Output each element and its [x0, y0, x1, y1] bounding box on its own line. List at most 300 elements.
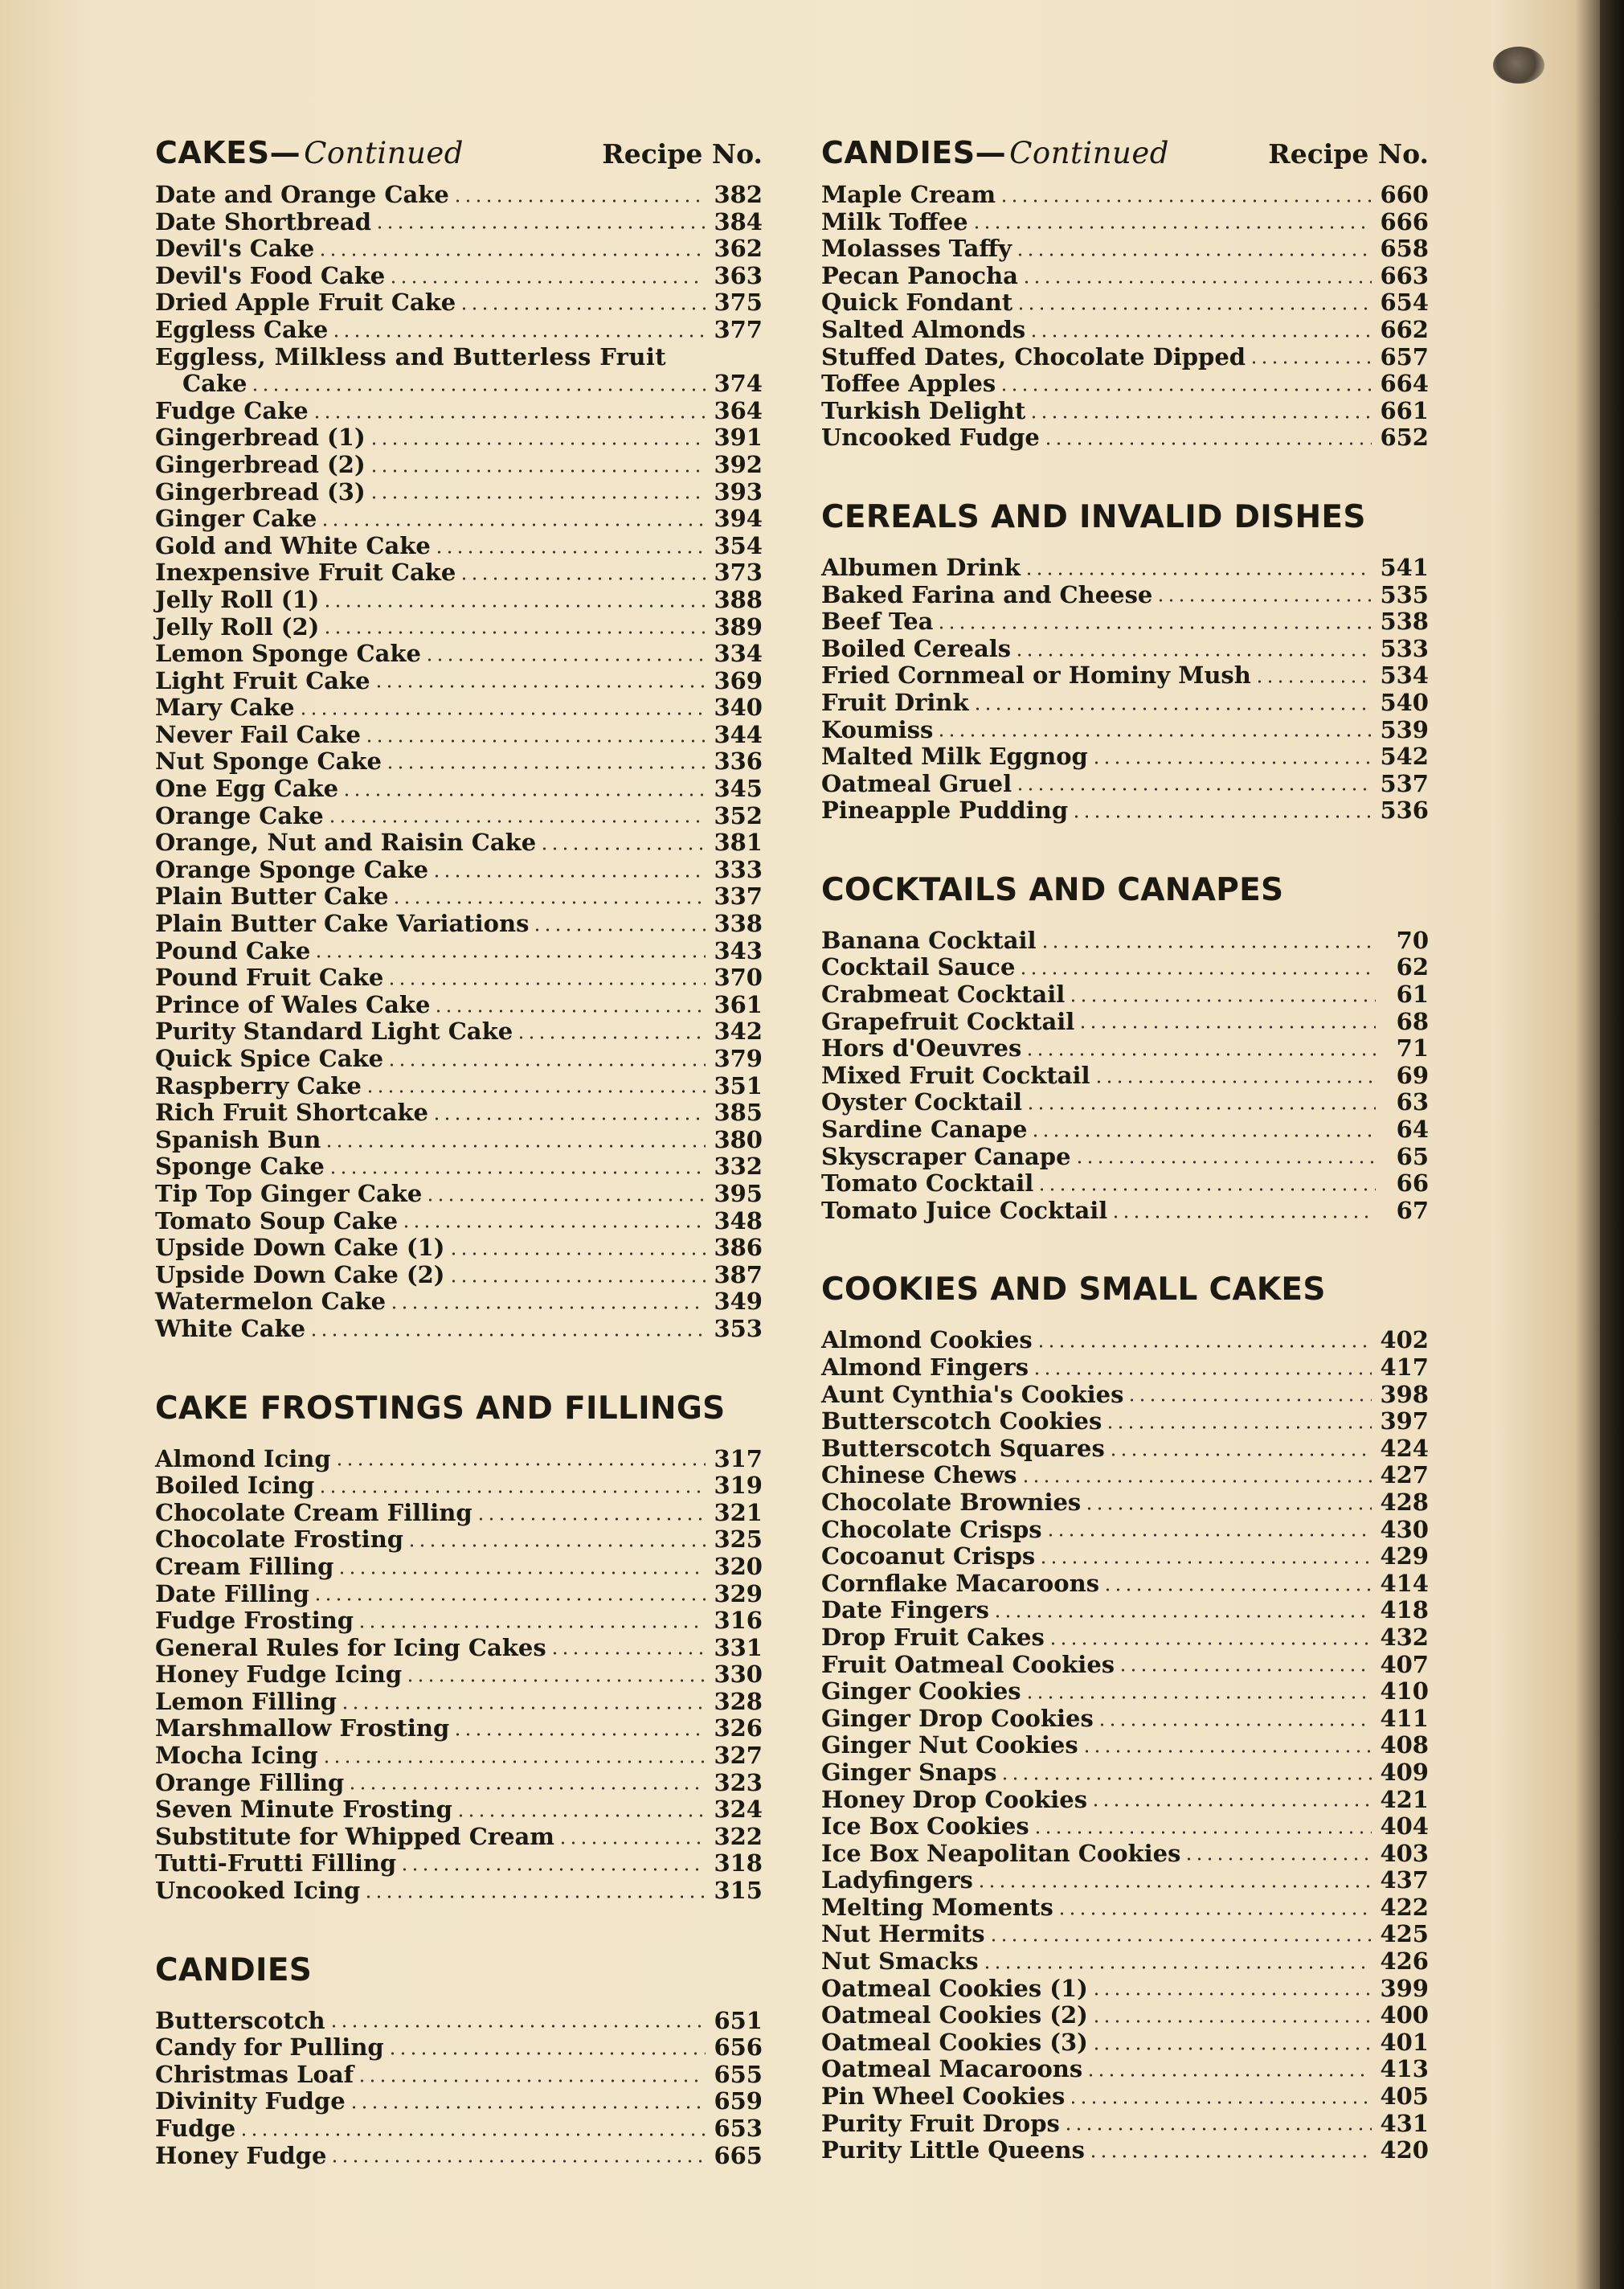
candies-continued-list — [821, 182, 1429, 452]
dot-leader — [1029, 334, 1372, 338]
dot-leader — [459, 577, 706, 580]
recipe-number: 427 — [1380, 1461, 1429, 1489]
dot-leader — [1015, 253, 1372, 256]
dot-leader — [976, 1885, 1372, 1888]
recipe-number: 65 — [1396, 1142, 1429, 1170]
index-entry — [821, 235, 1429, 263]
dot-leader — [433, 1009, 706, 1013]
dot-leader — [1030, 1134, 1376, 1137]
entry-name: Tutti-Frutti Filling — [155, 1849, 397, 1877]
recipe-number: 659 — [714, 2087, 763, 2115]
dot-leader — [1018, 972, 1376, 975]
dot-leader — [936, 626, 1372, 629]
dot-leader — [456, 1814, 706, 1817]
index-entry — [821, 1009, 1429, 1036]
index-entry — [155, 424, 763, 452]
index-entry — [155, 344, 763, 371]
candies-list — [155, 2008, 763, 2170]
dot-leader — [1063, 2127, 1372, 2131]
entry-name: Purity Standard Light Cake — [155, 1018, 513, 1046]
left-column — [155, 135, 763, 2169]
entry-name: Oatmeal Macaroons — [821, 2055, 1083, 2083]
index-entry — [821, 1678, 1429, 1705]
recipe-number: 540 — [1380, 688, 1429, 716]
index-entry — [155, 1850, 763, 1877]
entry-name: Spanish Bun — [155, 1125, 321, 1153]
dot-leader — [1038, 1561, 1372, 1564]
entry-name: Boiled Cereals — [821, 634, 1012, 662]
dot-leader — [1037, 1188, 1376, 1191]
entry-name: Skyscraper Canape — [821, 1142, 1071, 1170]
entry-name: Quick Spice Cake — [155, 1045, 384, 1072]
entry-name: Nut Smacks — [821, 1947, 979, 1976]
dot-leader — [1024, 572, 1372, 575]
entry-name: Upside Down Cake (1) — [155, 1234, 445, 1262]
entry-name: Uncooked Icing — [155, 1877, 361, 1905]
recipe-number: 536 — [1380, 796, 1429, 825]
index-entry — [155, 1742, 763, 1770]
recipe-number: 71 — [1396, 1034, 1429, 1063]
recipe-number: 389 — [714, 612, 763, 641]
dot-leader — [309, 1333, 706, 1337]
recipe-number: 408 — [1380, 1731, 1429, 1759]
index-entry — [155, 748, 763, 776]
index-entry — [821, 398, 1429, 425]
index-entry — [821, 1948, 1429, 1976]
recipe-number: 418 — [1380, 1596, 1429, 1624]
index-entry — [821, 582, 1429, 609]
entry-name: Pecan Panocha — [821, 261, 1018, 289]
index-entry — [155, 1181, 763, 1208]
dot-leader — [448, 1252, 706, 1255]
dot-leader — [1040, 945, 1376, 948]
continued-subtitle: Continued — [1009, 136, 1169, 170]
index-entry — [821, 1543, 1429, 1570]
index-entry — [155, 235, 763, 263]
recipe-number: 432 — [1380, 1623, 1429, 1651]
dot-leader — [391, 901, 706, 904]
recipe-number: 424 — [1380, 1434, 1429, 1462]
index-entry — [821, 1435, 1429, 1463]
entry-name: Toffee Apples — [821, 370, 996, 398]
recipe-number: 326 — [714, 1714, 763, 1742]
dot-leader — [1084, 1507, 1372, 1510]
dot-leader — [1014, 653, 1372, 657]
dot-leader — [329, 2160, 706, 2163]
entry-name: Gingerbread (2) — [155, 450, 366, 478]
recipe-number: 541 — [1380, 553, 1429, 581]
recipe-number: 405 — [1380, 2082, 1429, 2111]
index-entry — [821, 797, 1429, 825]
index-entry — [821, 1198, 1429, 1225]
index-entry — [155, 803, 763, 830]
entry-name: Divinity Fudge — [155, 2087, 346, 2115]
dot-leader — [1021, 280, 1372, 284]
dot-leader — [387, 2052, 706, 2055]
entry-name: Cream Filling — [155, 1552, 334, 1580]
recipe-number: 400 — [1380, 2001, 1429, 2029]
recipe-number: 340 — [714, 694, 763, 722]
entry-name: Ice Box Cookies — [821, 1812, 1029, 1841]
entry-name: Honey Fudge Icing — [155, 1660, 403, 1689]
recipe-number: 344 — [714, 720, 763, 748]
entry-name: Almond Cookies — [821, 1326, 1033, 1354]
dot-leader — [1082, 1750, 1372, 1753]
recipe-number: 652 — [1380, 424, 1429, 452]
index-entry — [155, 1472, 763, 1500]
dot-leader — [298, 712, 706, 715]
entry-name: Cocoanut Crisps — [821, 1542, 1036, 1570]
dot-leader — [1108, 1453, 1372, 1456]
dot-leader — [405, 1679, 706, 1682]
dot-leader — [424, 658, 706, 661]
recipe-number: 414 — [1380, 1569, 1429, 1597]
entry-name: Eggless, Milkless and Butterless Fruit — [155, 342, 667, 371]
dot-leader — [363, 1895, 706, 1898]
dot-leader — [1057, 1912, 1372, 1915]
continued-title: CAKES— — [155, 135, 301, 170]
recipe-number: 375 — [714, 289, 763, 317]
index-entry — [155, 641, 763, 668]
dot-leader — [432, 874, 706, 878]
index-entry — [155, 452, 763, 479]
dot-leader — [1068, 2101, 1372, 2104]
index-entry — [821, 424, 1429, 452]
entry-name: Inexpensive Fruit Cake — [155, 559, 456, 587]
index-entry — [821, 1841, 1429, 1868]
recipe-number: 402 — [1380, 1326, 1429, 1354]
index-entry — [155, 1208, 763, 1235]
entry-name: Milk Toffee — [821, 207, 968, 235]
index-entry — [155, 2062, 763, 2089]
dot-leader — [532, 928, 706, 932]
dot-leader — [369, 442, 706, 445]
recipe-number: 385 — [714, 1099, 763, 1127]
dot-leader — [1105, 1426, 1372, 1429]
entry-name: Ginger Cake — [155, 505, 317, 533]
recipe-number: 388 — [714, 585, 763, 613]
entry-name: Butterscotch — [155, 2006, 325, 2034]
index-entry — [155, 559, 763, 587]
dot-leader — [239, 2133, 706, 2136]
section-title: COCKTAILS AND CANAPES — [821, 871, 1284, 908]
entry-name: Fudge — [155, 2115, 236, 2142]
index-entry — [155, 1661, 763, 1689]
entry-name: General Rules for Icing Cakes — [155, 1633, 546, 1661]
index-entry — [821, 1144, 1429, 1171]
index-entry — [821, 209, 1429, 236]
entry-name: Orange, Nut and Raisin Cake — [155, 829, 537, 857]
recipe-number: 379 — [714, 1045, 763, 1072]
recipe-number: 662 — [1380, 315, 1429, 343]
recipe-number: 333 — [714, 855, 763, 883]
entry-name: Salted Almonds — [821, 315, 1026, 343]
index-entry — [155, 1099, 763, 1127]
entry-name: Fudge Frosting — [155, 1607, 354, 1635]
index-entry — [155, 371, 763, 398]
entry-name: One Egg Cake — [155, 775, 339, 803]
index-entry — [155, 1526, 763, 1554]
dot-leader — [357, 1625, 706, 1628]
index-entry — [821, 1035, 1429, 1063]
recipe-number: 361 — [714, 990, 763, 1018]
dot-leader — [364, 739, 706, 743]
dot-leader — [1029, 416, 1372, 419]
recipe-number: 411 — [1380, 1704, 1429, 1732]
index-entry — [821, 1327, 1429, 1354]
recipe-number: 329 — [714, 1579, 763, 1607]
entry-name: Date Fingers — [821, 1596, 989, 1624]
recipe-number: 664 — [1380, 370, 1429, 398]
dot-leader — [1043, 442, 1372, 445]
recipe-number: 382 — [714, 181, 763, 208]
dot-leader — [1036, 1345, 1372, 1348]
dot-leader — [476, 1517, 706, 1521]
recipe-number: 404 — [1380, 1812, 1429, 1841]
index-entry — [155, 1316, 763, 1343]
dot-leader — [452, 1733, 706, 1736]
entry-name: Almond Icing — [155, 1444, 331, 1472]
recipe-number: 539 — [1380, 715, 1429, 743]
dot-leader — [313, 1598, 706, 1601]
index-entry — [821, 1732, 1429, 1759]
index-entry — [821, 289, 1429, 317]
recipe-number: 68 — [1396, 1007, 1429, 1035]
entry-name: Maple Cream — [821, 181, 996, 208]
entry-name: Butterscotch Cookies — [821, 1407, 1102, 1435]
dot-leader — [399, 1868, 706, 1871]
entry-name: Tomato Juice Cocktail — [821, 1196, 1108, 1224]
index-entry — [821, 1462, 1429, 1489]
dot-leader — [1118, 1669, 1372, 1672]
index-entry — [821, 2056, 1429, 2083]
index-entry — [155, 1877, 763, 1905]
recipe-number: 393 — [714, 477, 763, 506]
dot-leader — [1094, 1080, 1376, 1083]
entry-name: Pineapple Pudding — [821, 796, 1069, 825]
recipe-number: 387 — [714, 1260, 763, 1288]
dot-leader — [1091, 2047, 1372, 2050]
dot-leader — [1025, 1696, 1372, 1699]
entry-name: Molasses Taffy — [821, 235, 1012, 263]
right-column — [821, 135, 1429, 2164]
index-entry — [821, 1570, 1429, 1598]
section-title: CAKE FROSTINGS AND FILLINGS — [155, 1390, 726, 1427]
recipe-number: 542 — [1380, 743, 1429, 771]
entry-name: Gold and White Cake — [155, 531, 431, 559]
recipe-number: 392 — [714, 450, 763, 478]
dot-leader — [369, 496, 706, 499]
entry-name: Devil's Cake — [155, 235, 315, 263]
index-entry — [155, 2088, 763, 2115]
cocktails-list — [821, 927, 1429, 1225]
index-entry — [821, 636, 1429, 663]
entry-name: Honey Fudge — [155, 2141, 327, 2169]
recipe-number: 69 — [1396, 1061, 1429, 1089]
recipe-number: 429 — [1380, 1542, 1429, 1570]
recipe-number: 316 — [714, 1607, 763, 1635]
recipe-number: 349 — [714, 1288, 763, 1316]
index-entry — [821, 1787, 1429, 1814]
entry-name: Drop Fruit Cakes — [821, 1623, 1045, 1651]
dot-leader — [999, 388, 1372, 391]
entry-name: Oatmeal Cookies (2) — [821, 2001, 1088, 2029]
entry-name: Devil's Food Cake — [155, 261, 386, 289]
recipe-number: 437 — [1380, 1866, 1429, 1894]
entry-name: Date and Orange Cake — [155, 181, 449, 208]
recipe-number: 409 — [1380, 1758, 1429, 1786]
section-title: CEREALS AND INVALID DISHES — [821, 498, 1366, 535]
index-entry — [821, 1624, 1429, 1652]
binding-hole — [1493, 47, 1544, 84]
index-entry — [155, 317, 763, 344]
recipe-number: 337 — [714, 882, 763, 911]
dot-leader — [1032, 1372, 1372, 1375]
index-entry — [155, 829, 763, 857]
dot-leader — [1097, 1723, 1372, 1726]
entry-name: Grapefruit Cocktail — [821, 1007, 1075, 1035]
recipe-number: 348 — [714, 1206, 763, 1235]
section-title: COOKIES AND SMALL CAKES — [821, 1271, 1326, 1308]
recipe-number: 660 — [1380, 181, 1429, 208]
dot-leader — [357, 2079, 706, 2082]
recipe-number: 61 — [1396, 981, 1429, 1009]
entry-name: Pin Wheel Cookies — [821, 2082, 1066, 2111]
recipe-number: 653 — [714, 2115, 763, 2142]
entry-name: Gingerbread (3) — [155, 477, 366, 506]
index-entry — [821, 2137, 1429, 2164]
entry-name: Melting Moments — [821, 1893, 1053, 1921]
cereals-list — [821, 555, 1429, 825]
entry-name: Fruit Oatmeal Cookies — [821, 1650, 1115, 1678]
dot-leader — [374, 226, 706, 229]
recipe-number: 534 — [1380, 661, 1429, 690]
index-entry — [155, 1500, 763, 1527]
dot-leader — [1102, 1588, 1372, 1591]
dot-leader — [369, 469, 706, 473]
entry-name: Plain Butter Cake — [155, 882, 389, 911]
recipe-number: 394 — [714, 505, 763, 533]
dot-leader — [322, 631, 706, 634]
index-entry — [155, 668, 763, 695]
entry-name: Never Fail Cake — [155, 720, 361, 748]
recipe-number: 332 — [714, 1153, 763, 1181]
dot-leader — [1254, 680, 1372, 683]
dot-leader — [1068, 999, 1376, 1002]
index-entry — [155, 289, 763, 317]
recipe-number: 67 — [1396, 1196, 1429, 1224]
recipe-number: 397 — [1380, 1407, 1429, 1435]
recipe-number: 362 — [714, 235, 763, 263]
dot-leader — [334, 1463, 706, 1466]
recipe-number: 666 — [1380, 207, 1429, 235]
recipe-number: 319 — [714, 1472, 763, 1500]
index-entry — [155, 1796, 763, 1824]
entry-name: Raspberry Cake — [155, 1071, 362, 1099]
recipe-number: 398 — [1380, 1380, 1429, 1408]
recipe-number: 334 — [714, 640, 763, 668]
dot-leader — [321, 1760, 706, 1763]
recipe-number: 663 — [1380, 261, 1429, 289]
recipe-number: 399 — [1380, 1974, 1429, 2002]
index-entry — [155, 1288, 763, 1316]
entry-name: Butterscotch Squares — [821, 1434, 1105, 1462]
dot-leader — [1090, 1804, 1372, 1807]
entry-name: Honey Drop Cookies — [821, 1785, 1088, 1813]
dot-leader — [425, 1198, 706, 1202]
left-header — [155, 135, 763, 182]
entry-name: Malted Milk Eggnog — [821, 743, 1088, 771]
entry-name: Chocolate Cream Filling — [155, 1498, 472, 1526]
entry-name: Mary Cake — [155, 694, 295, 722]
index-entry — [821, 1921, 1429, 1948]
recipe-number: 322 — [714, 1822, 763, 1850]
entry-name: Fried Cornmeal or Hominy Mush — [821, 661, 1251, 690]
entry-name: White Cake — [155, 1314, 306, 1342]
index-entry — [155, 2143, 763, 2170]
continued-subtitle: Continued — [304, 136, 464, 170]
index-entry — [821, 771, 1429, 798]
entry-name: Tomato Cocktail — [821, 1169, 1034, 1198]
recipe-number: 655 — [714, 2060, 763, 2088]
entry-name: Tomato Soup Cake — [155, 1206, 399, 1235]
index-entry — [155, 398, 763, 425]
recipe-number: 386 — [714, 1234, 763, 1262]
dot-leader — [317, 253, 706, 256]
index-entry — [155, 1046, 763, 1073]
index-entry — [821, 1517, 1429, 1544]
index-entry — [155, 1446, 763, 1473]
dot-leader — [1091, 1992, 1372, 1996]
entry-name: Ginger Snaps — [821, 1758, 997, 1786]
recipe-number: 331 — [714, 1633, 763, 1661]
recipe-number: 380 — [714, 1125, 763, 1153]
entry-name: Jelly Roll (2) — [155, 612, 320, 641]
dot-leader — [936, 734, 1372, 737]
index-entry — [155, 1153, 763, 1181]
dot-leader — [327, 820, 706, 823]
entry-name: Plain Butter Cake Variations — [155, 910, 530, 938]
entry-name: Date Shortbread — [155, 207, 372, 235]
dot-leader — [1111, 1215, 1376, 1218]
entry-name: Crabmeat Cocktail — [821, 981, 1066, 1009]
entry-name: Eggless Cake — [155, 315, 329, 343]
continued-heading — [155, 135, 464, 170]
dot-leader — [452, 199, 706, 203]
dot-leader — [313, 955, 706, 958]
entry-name: Ladyfingers — [821, 1866, 973, 1894]
cookies-list — [821, 1327, 1429, 2164]
entry-name: Ice Box Neapolitan Cookies — [821, 1839, 1181, 1867]
dot-leader — [1025, 1107, 1376, 1110]
dot-leader — [401, 1225, 706, 1228]
index-entry — [155, 964, 763, 992]
dot-leader — [988, 1939, 1372, 1942]
entry-name: Seven Minute Frosting — [155, 1796, 452, 1824]
index-entry — [155, 1581, 763, 1608]
index-entry — [821, 2083, 1429, 2111]
entry-name: Nut Sponge Cake — [155, 747, 382, 776]
entry-name: Pound Cake — [155, 936, 311, 964]
dot-leader — [1156, 599, 1372, 602]
recipe-number: 320 — [714, 1552, 763, 1580]
dot-leader — [329, 2025, 706, 2028]
recipe-no-label: Recipe No. — [602, 138, 763, 170]
entry-name: Prince of Wales Cake — [155, 990, 431, 1018]
recipe-number: 421 — [1380, 1785, 1429, 1813]
recipe-number: 410 — [1380, 1677, 1429, 1705]
dot-leader — [337, 1571, 706, 1574]
